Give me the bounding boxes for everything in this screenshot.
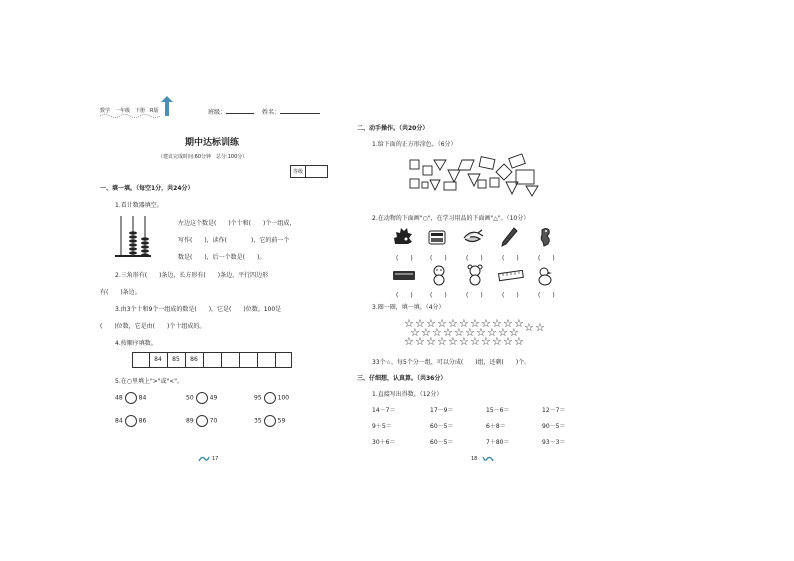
q1-line3: 数是( )，后一个数是( )。: [178, 254, 266, 261]
answer-paren[interactable]: ( ): [502, 292, 519, 299]
hedgehog-icon: [392, 226, 414, 248]
page-title: 期中达标训练: [185, 138, 240, 148]
pencil-case-icon: [428, 228, 446, 246]
page-subtitle: （建议完成时间:60分钟 总分:100分）: [158, 154, 248, 160]
calc-item: 14－7＝: [372, 407, 396, 414]
compare-right: 49: [209, 394, 218, 402]
calc-item: 15－6＝: [486, 407, 510, 414]
page-number: 17: [212, 456, 219, 462]
compare-circle[interactable]: [125, 392, 137, 404]
q1-title: 1.看计数器填空。: [115, 202, 163, 209]
compare-circle[interactable]: [264, 392, 276, 404]
name-field: [262, 107, 320, 116]
compare-item: [186, 392, 217, 404]
r-q1-title: 1.给下面的正方形涂色。（6分）: [372, 141, 457, 148]
sequence-cell[interactable]: [133, 353, 150, 367]
sequence-strip: [132, 352, 292, 368]
section1-title: 一、填一填。（每空1分，共24分）: [100, 185, 194, 192]
star-icon: ☆: [443, 326, 453, 339]
q1-line2: 写作( )，读作( )，它的前一个: [178, 237, 290, 244]
q3-line1: 3.由3个十和9个一组成的数是( )，它是( )位数。100是: [115, 306, 282, 313]
class-input[interactable]: [226, 107, 254, 114]
calc-title: 1.直接写出得数。（12分）: [372, 391, 443, 398]
bear-icon: [466, 264, 484, 286]
star-icon: ☆: [535, 321, 545, 334]
compare-right: 59: [277, 417, 286, 425]
star-icon: ☆: [524, 321, 534, 334]
parrot-icon: [536, 226, 554, 248]
star-icon: ☆: [509, 326, 519, 339]
star-icon: ☆: [481, 317, 491, 330]
shrimp-icon: [462, 228, 484, 246]
sequence-cell[interactable]: [221, 353, 240, 367]
score-label: 等级: [293, 169, 304, 175]
page-ornament-icon: [198, 455, 210, 463]
star-icon: ☆: [465, 326, 475, 339]
compare-item: [254, 415, 285, 427]
star-icon: ☆: [487, 326, 497, 339]
star-icon: ☆: [470, 317, 480, 330]
star-icon: ☆: [426, 317, 436, 330]
page-number: 18: [471, 456, 478, 462]
star-icon: ☆: [454, 326, 464, 339]
star-icon: ☆: [404, 335, 414, 348]
compare-left: 50: [186, 394, 194, 402]
compare-circle[interactable]: [264, 415, 276, 427]
score-box: [290, 165, 328, 178]
score-divider: [305, 166, 306, 177]
star-icon: ☆: [410, 326, 420, 339]
compare-left: 35: [254, 417, 262, 425]
q2-line2: 有( )条边。: [100, 289, 141, 296]
calc-item: 90－5＝: [542, 423, 566, 430]
compare-circle[interactable]: [196, 392, 208, 404]
class-label: 班级：: [208, 109, 227, 116]
star-icon: ☆: [503, 317, 513, 330]
compare-right: 100: [277, 394, 290, 402]
r-q3-text: 33个☆，每5个分一组，可以分成( )组，还剩( )个。: [372, 359, 531, 366]
calc-item: 6＋8＝: [486, 423, 506, 430]
header-wave-decoration: [100, 113, 160, 119]
star-icon: ☆: [498, 326, 508, 339]
sequence-cell[interactable]: [239, 353, 258, 367]
sequence-cell: 86: [185, 353, 204, 367]
sequence-cell[interactable]: [275, 353, 291, 367]
name-label: 姓名：: [262, 109, 281, 116]
calc-item: 30＋6＝: [372, 439, 396, 446]
compare-left: 95: [254, 394, 262, 402]
book-tag-1: 数学: [100, 108, 111, 114]
r-q3-title: 3.圈一圈，填一填。（4分）: [372, 304, 445, 311]
abacus-icon: [113, 213, 153, 259]
compare-item: [115, 392, 146, 404]
class-field: [208, 107, 254, 116]
compare-item: [115, 415, 146, 427]
star-icon: ☆: [514, 317, 524, 330]
star-icon: ☆: [470, 335, 480, 348]
calc-item: 93－3＝: [542, 439, 566, 446]
star-icon: ☆: [503, 335, 513, 348]
compare-left: 89: [186, 417, 194, 425]
section2-title: 二、动手操作。（共20分）: [357, 125, 429, 132]
q1-line1: 左边这个数是( )个十和( )个一组成，: [178, 220, 296, 227]
star-icon: ☆: [492, 317, 502, 330]
calculator-icon: [392, 268, 416, 282]
answer-paren[interactable]: ( ): [538, 292, 555, 299]
compare-right: 86: [138, 417, 147, 425]
sequence-cell[interactable]: [203, 353, 222, 367]
book-logo-icon: [160, 95, 174, 117]
book-tag-4: R版: [150, 108, 159, 114]
pen-icon: [500, 226, 518, 248]
answer-paren[interactable]: ( ): [430, 292, 447, 299]
q5-title: 5.在○里填上">"或"<"。: [115, 378, 184, 385]
star-icon: ☆: [448, 317, 458, 330]
shapes-figure: [408, 152, 548, 198]
compare-left: 48: [115, 394, 123, 402]
star-icon: ☆: [426, 335, 436, 348]
star-icon: ☆: [437, 335, 447, 348]
calc-item: 7＋80＝: [486, 439, 510, 446]
sequence-cell: 84: [149, 353, 168, 367]
compare-left: 84: [115, 417, 123, 425]
book-tag-3: 下册: [135, 108, 146, 114]
compare-circle[interactable]: [125, 415, 137, 427]
ruler-icon: [498, 270, 524, 282]
star-icon: ☆: [415, 335, 425, 348]
book-tag-2: 一年级: [115, 108, 131, 114]
calc-item: 60－5＝: [430, 423, 454, 430]
star-icon: ☆: [421, 326, 431, 339]
calc-item: 17－9＝: [430, 407, 454, 414]
compare-right: 84: [138, 394, 147, 402]
compare-item: [186, 415, 217, 427]
answer-paren[interactable]: ( ): [396, 255, 413, 262]
answer-paren[interactable]: ( ): [466, 292, 483, 299]
calc-item: 60－5＝: [430, 439, 454, 446]
star-icon: ☆: [514, 335, 524, 348]
answer-paren[interactable]: ( ): [538, 255, 555, 262]
star-icon: ☆: [459, 335, 469, 348]
compare-circle[interactable]: [196, 415, 208, 427]
star-icon: ☆: [481, 335, 491, 348]
star-icon: ☆: [415, 317, 425, 330]
star-icon: ☆: [476, 326, 486, 339]
star-icon: ☆: [404, 317, 414, 330]
monkey-icon: [430, 264, 448, 286]
answer-paren[interactable]: ( ): [396, 292, 413, 299]
r-q2-title: 2.在动物的下面画"○"，在学习用品的下面画"△"。（10分）: [372, 215, 530, 222]
name-input[interactable]: [280, 107, 320, 114]
calc-item: 12－7＝: [542, 407, 566, 414]
q3-line2: ( )位数，它是由( )个十组成的。: [100, 323, 206, 330]
star-icon: ☆: [459, 317, 469, 330]
star-icon: ☆: [492, 335, 502, 348]
compare-right: 70: [209, 417, 218, 425]
star-icon: ☆: [448, 335, 458, 348]
answer-paren[interactable]: ( ): [466, 255, 483, 262]
sequence-cell[interactable]: [257, 353, 276, 367]
sequence-cell: 85: [167, 353, 186, 367]
answer-paren[interactable]: ( ): [502, 255, 519, 262]
compare-item: [254, 392, 289, 404]
q4-title: 4.按顺序填数。: [115, 340, 157, 347]
section3-title: 三、仔细想，认真算。（共36分）: [357, 375, 447, 382]
page-ornament-icon: [482, 455, 494, 463]
star-icon: ☆: [432, 326, 442, 339]
star-icon: ☆: [437, 317, 447, 330]
q2-line1: 2.三角形有( )条边，长方形有( )条边，平行四边形: [115, 272, 269, 279]
answer-paren[interactable]: ( ): [430, 255, 447, 262]
chick-icon: [536, 266, 554, 286]
calc-item: 9＋5＝: [372, 423, 392, 430]
